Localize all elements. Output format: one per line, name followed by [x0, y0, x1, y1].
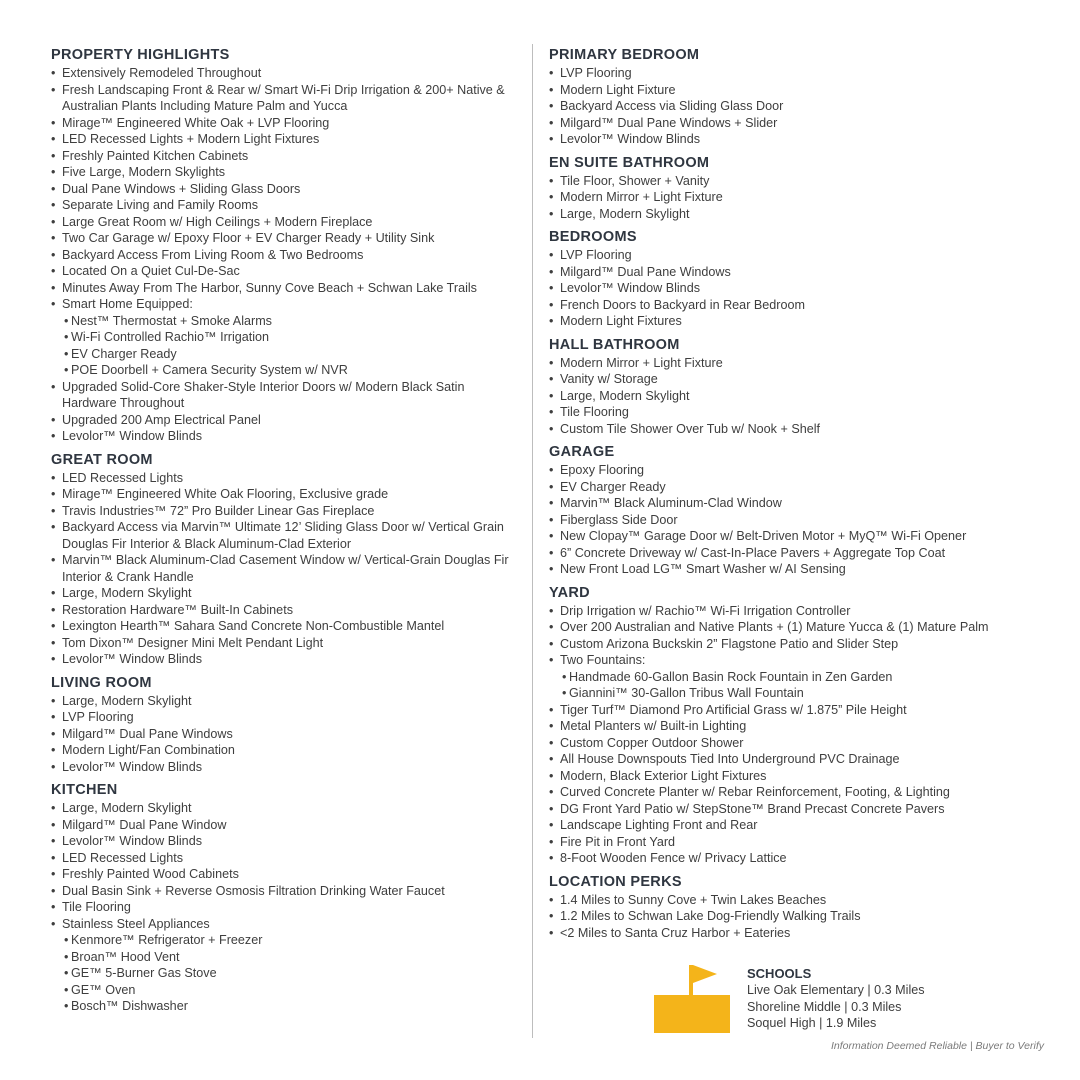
list-item: • Large, Modern Skylight [51, 585, 521, 602]
section-title: EN SUITE BATHROOM [549, 154, 710, 171]
list-item: • Levolor™ Window Blinds [51, 428, 521, 445]
list-item: • Backyard Access via Marvin™ Ultimate 12’ Sliding Glass Door w/ Vertical Grain Douglas Fir Interior & Black Aluminum-Clad Exterior [51, 519, 521, 552]
list-item: • Lexington Hearth™ Sahara Sand Concrete Non-Combustible Mantel [51, 618, 521, 635]
school-line: Shoreline Middle | 0.3 Miles [747, 999, 902, 1014]
list-item: • 1.2 Miles to Schwan Lake Dog-Friendly Walking Trails [549, 908, 1049, 925]
list-item: • Smart Home Equipped: [51, 296, 521, 313]
list-item: • Freshly Painted Wood Cabinets [51, 866, 521, 883]
list-item: • Upgraded Solid-Core Shaker-Style Interior Doors w/ Modern Black Satin Hardware Throughout [51, 379, 521, 412]
list-item: • Modern Light Fixture [549, 82, 1049, 99]
left-column [51, 46, 521, 1015]
list-item: • Large Great Room w/ High Ceilings + Modern Fireplace [51, 214, 521, 231]
section-yard [549, 584, 1049, 867]
sub-list-item: • Broan™ Hood Vent [51, 949, 521, 966]
section-title: GREAT ROOM [51, 451, 153, 468]
list-item: • LVP Flooring [51, 709, 521, 726]
list-item: • All House Downspouts Tied Into Underground PVC Drainage [549, 751, 1049, 768]
sub-list-item: • POE Doorbell + Camera Security System w/ NVR [51, 362, 521, 379]
list-item: • <2 Miles to Santa Cruz Harbor + Eateries [549, 925, 1049, 942]
section-kitchen [51, 781, 521, 1015]
school-line: Live Oak Elementary | 0.3 Miles [747, 983, 925, 997]
list-item: • French Doors to Backyard in Rear Bedroom [549, 297, 1049, 314]
section-title: LOCATION PERKS [549, 873, 682, 890]
list-item: • Fresh Landscaping Front & Rear w/ Smart Wi-Fi Drip Irrigation & 200+ Native & Australian Plants Including Mature Palm and Yucca [51, 82, 521, 115]
list-item: • Backyard Access From Living Room & Two Bedrooms [51, 247, 521, 264]
list-item: • Tile Flooring [549, 404, 1049, 421]
sub-list-item: • Nest™ Thermostat + Smoke Alarms [51, 313, 521, 330]
list-item: • New Front Load LG™ Smart Washer w/ AI Sensing [549, 561, 1049, 578]
section-great-room [51, 451, 521, 668]
sub-list-item: • GE™ Oven [51, 982, 521, 999]
list-item: • 6” Concrete Driveway w/ Cast-In-Place Pavers + Aggregate Top Coat [549, 545, 1049, 562]
feature-list [549, 247, 1049, 330]
list-item: • New Clopay™ Garage Door w/ Belt-Driven Motor + MyQ™ Wi-Fi Opener [549, 528, 1049, 545]
feature-list [51, 800, 521, 1015]
section-bedrooms [549, 228, 1049, 330]
list-item: • Tile Flooring [51, 899, 521, 916]
list-item: • Freshly Painted Kitchen Cabinets [51, 148, 521, 165]
section-living-room [51, 674, 521, 776]
schools-text [747, 965, 925, 1032]
section-hall-bathroom [549, 336, 1049, 438]
feature-list [549, 173, 1049, 223]
schools-title: SCHOOLS [747, 966, 812, 981]
feature-list [51, 65, 521, 445]
list-item: • Over 200 Australian and Native Plants + (1) Mature Yucca & (1) Mature Palm [549, 619, 1049, 636]
section-property-highlights [51, 46, 521, 445]
list-item: • Drip Irrigation w/ Rachio™ Wi-Fi Irrigation Controller [549, 603, 1049, 620]
flag-icon-base [654, 995, 730, 1033]
feature-list [549, 462, 1049, 578]
list-item: • Minutes Away From The Harbor, Sunny Cove Beach + Schwan Lake Trails [51, 280, 521, 297]
sub-list-item: • EV Charger Ready [51, 346, 521, 363]
list-item: • LED Recessed Lights + Modern Light Fixtures [51, 131, 521, 148]
list-item: • Levolor™ Window Blinds [549, 131, 1049, 148]
list-item: • Custom Tile Shower Over Tub w/ Nook + Shelf [549, 421, 1049, 438]
list-item: • Milgard™ Dual Pane Windows [549, 264, 1049, 281]
list-item: • Two Car Garage w/ Epoxy Floor + EV Charger Ready + Utility Sink [51, 230, 521, 247]
list-item: • Levolor™ Window Blinds [51, 833, 521, 850]
list-item: • 8-Foot Wooden Fence w/ Privacy Lattice [549, 850, 1049, 867]
section-title: PRIMARY BEDROOM [549, 47, 700, 63]
list-item: • Marvin™ Black Aluminum-Clad Window [549, 495, 1049, 512]
school-line: Soquel High | 1.9 Miles [747, 1016, 877, 1030]
list-item: • Mirage™ Engineered White Oak Flooring, Exclusive grade [51, 486, 521, 503]
feature-list [51, 470, 521, 668]
list-item: • Five Large, Modern Skylights [51, 164, 521, 181]
flag-icon [693, 965, 717, 983]
section-title: KITCHEN [51, 782, 118, 798]
list-item: • Dual Pane Windows + Sliding Glass Doors [51, 181, 521, 198]
sub-list-item: • Handmade 60-Gallon Basin Rock Fountain in Zen Garden [549, 669, 1049, 686]
list-item: • Levolor™ Window Blinds [51, 759, 521, 776]
section-garage [549, 443, 1049, 578]
list-item: • LVP Flooring [549, 65, 1049, 82]
feature-list [549, 355, 1049, 438]
list-item: • Large, Modern Skylight [549, 388, 1049, 405]
list-item: • Large, Modern Skylight [51, 800, 521, 817]
feature-list [549, 892, 1049, 942]
feature-list [549, 65, 1049, 148]
list-item: • Travis Industries™ 72” Pro Builder Linear Gas Fireplace [51, 503, 521, 520]
section-title: HALL BATHROOM [549, 336, 680, 353]
list-item: • LED Recessed Lights [51, 850, 521, 867]
list-item: • Modern Mirror + Light Fixture [549, 355, 1049, 372]
sub-list-item: • Kenmore™ Refrigerator + Freezer [51, 932, 521, 949]
list-item: • LED Recessed Lights [51, 470, 521, 487]
list-item: • 1.4 Miles to Sunny Cove + Twin Lakes Beaches [549, 892, 1049, 909]
list-item: • Modern Light Fixtures [549, 313, 1049, 330]
list-item: • Two Fountains: [549, 652, 1049, 669]
section-location-perks [549, 873, 1049, 942]
list-item: • Fiberglass Side Door [549, 512, 1049, 529]
section-primary-bedroom [549, 46, 1049, 148]
list-item: • Milgard™ Dual Pane Window [51, 817, 521, 834]
list-item: • EV Charger Ready [549, 479, 1049, 496]
list-item: • Custom Copper Outdoor Shower [549, 735, 1049, 752]
right-column [549, 46, 1049, 941]
sub-list-item: • GE™ 5-Burner Gas Stove [51, 965, 521, 982]
list-item: • Tile Floor, Shower + Vanity [549, 173, 1049, 190]
list-item: • Large, Modern Skylight [51, 693, 521, 710]
list-item: • Located On a Quiet Cul-De-Sac [51, 263, 521, 280]
list-item: • Metal Planters w/ Built-in Lighting [549, 718, 1049, 735]
list-item: • Modern Light/Fan Combination [51, 742, 521, 759]
section-title: GARAGE [549, 444, 615, 460]
section-title: YARD [549, 584, 590, 601]
list-item: • Dual Basin Sink + Reverse Osmosis Filtration Drinking Water Faucet [51, 883, 521, 900]
list-item: • Curved Concrete Planter w/ Rebar Reinforcement, Footing, & Lighting [549, 784, 1049, 801]
list-item: • Milgard™ Dual Pane Windows + Slider [549, 115, 1049, 132]
list-item: • Modern, Black Exterior Light Fixtures [549, 768, 1049, 785]
list-item: • Modern Mirror + Light Fixture [549, 189, 1049, 206]
list-item: • Tiger Turf™ Diamond Pro Artificial Grass w/ 1.875” Pile Height [549, 702, 1049, 719]
list-item: • Restoration Hardware™ Built-In Cabinets [51, 602, 521, 619]
list-item: • Milgard™ Dual Pane Windows [51, 726, 521, 743]
column-divider [532, 44, 533, 1038]
list-item: • Separate Living and Family Rooms [51, 197, 521, 214]
list-item: • Levolor™ Window Blinds [51, 651, 521, 668]
list-item: • Mirage™ Engineered White Oak + LVP Flooring [51, 115, 521, 132]
list-item: • Upgraded 200 Amp Electrical Panel [51, 412, 521, 429]
list-item: • Stainless Steel Appliances [51, 916, 521, 933]
list-item: • LVP Flooring [549, 247, 1049, 264]
section-en-suite-bathroom [549, 154, 1049, 223]
list-item: • Epoxy Flooring [549, 462, 1049, 479]
section-title: PROPERTY HIGHLIGHTS [51, 47, 230, 63]
sub-list-item: • Bosch™ Dishwasher [51, 998, 521, 1015]
list-item: • Marvin™ Black Aluminum-Clad Casement Window w/ Vertical-Grain Douglas Fir Interior & Crank Handle [51, 552, 521, 585]
list-item: • Extensively Remodeled Throughout [51, 65, 521, 82]
list-item: • Landscape Lighting Front and Rear [549, 817, 1049, 834]
list-item: • Vanity w/ Storage [549, 371, 1049, 388]
list-item: • Large, Modern Skylight [549, 206, 1049, 223]
disclaimer-footer: Information Deemed Reliable | Buyer to Verify [830, 1040, 1044, 1052]
list-item: • Backyard Access via Sliding Glass Door [549, 98, 1049, 115]
list-item: • Custom Arizona Buckskin 2” Flagstone Patio and Slider Step [549, 636, 1049, 653]
list-item: • DG Front Yard Patio w/ StepStone™ Brand Precast Concrete Pavers [549, 801, 1049, 818]
schools-block [654, 965, 1074, 1035]
section-title: LIVING ROOM [51, 674, 152, 691]
list-item: • Tom Dixon™ Designer Mini Melt Pendant Light [51, 635, 521, 652]
feature-list [51, 693, 521, 776]
section-title: BEDROOMS [549, 229, 637, 245]
feature-list [549, 603, 1049, 867]
list-item: • Levolor™ Window Blinds [549, 280, 1049, 297]
list-item: • Fire Pit in Front Yard [549, 834, 1049, 851]
sub-list-item: • Giannini™ 30-Gallon Tribus Wall Fountain [549, 685, 1049, 702]
sub-list-item: • Wi-Fi Controlled Rachio™ Irrigation [51, 329, 521, 346]
